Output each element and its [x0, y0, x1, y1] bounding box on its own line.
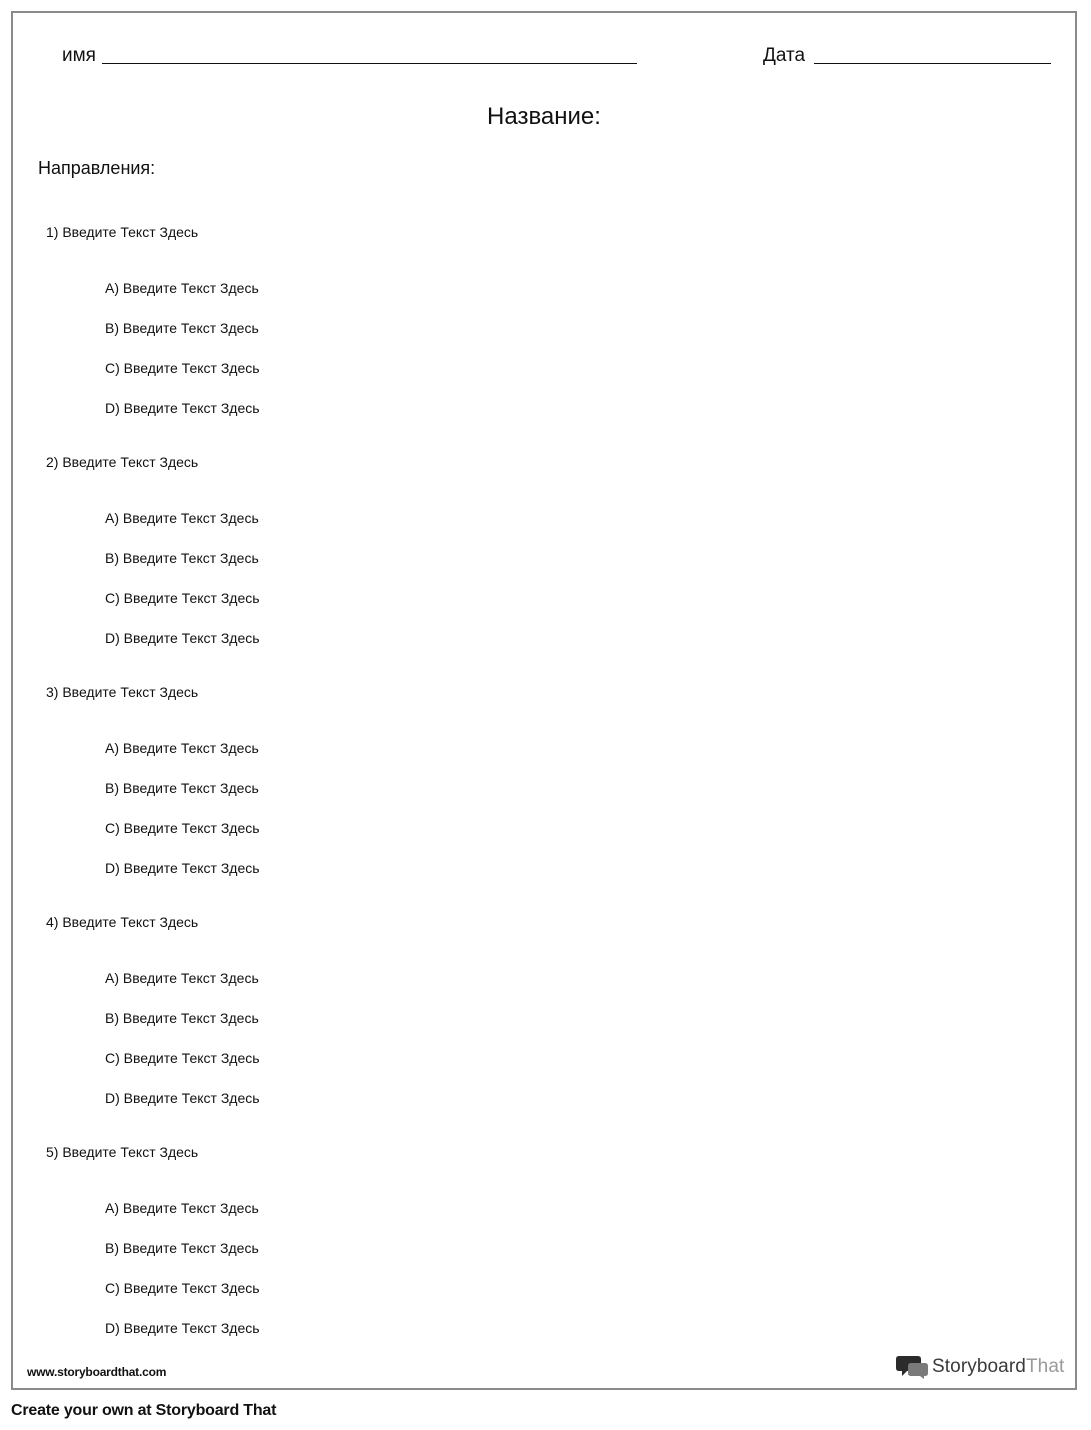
answer-option: A) Введите Текст Здесь	[105, 970, 259, 986]
question-label: 1) Введите Текст Здесь	[46, 224, 199, 240]
answer-option: D) Введите Текст Здесь	[105, 630, 260, 646]
answer-option: D) Введите Текст Здесь	[105, 1320, 260, 1336]
answer-option: A) Введите Текст Здесь	[105, 1200, 259, 1216]
question-label: 5) Введите Текст Здесь	[46, 1144, 199, 1160]
answer-option: C) Введите Текст Здесь	[105, 590, 260, 606]
worksheet-title: Название:	[487, 103, 601, 130]
answer-option: C) Введите Текст Здесь	[105, 1050, 260, 1066]
question-label: 3) Введите Текст Здесь	[46, 684, 199, 700]
answer-option: C) Введите Текст Здесь	[105, 1280, 260, 1296]
answer-option: C) Введите Текст Здесь	[105, 820, 260, 836]
answer-option: B) Введите Текст Здесь	[105, 320, 259, 336]
worksheet-page	[11, 11, 1077, 1390]
storyboardthat-logo	[896, 1354, 1064, 1380]
speech-bubbles-icon	[896, 1354, 928, 1380]
answer-option: D) Введите Текст Здесь	[105, 860, 260, 876]
date-line	[814, 63, 1051, 64]
answer-option: A) Введите Текст Здесь	[105, 280, 259, 296]
footer-url: www.storyboardthat.com	[27, 1365, 167, 1379]
directions-label: Направления:	[38, 158, 156, 178]
answer-option: D) Введите Текст Здесь	[105, 1090, 260, 1106]
answer-option: B) Введите Текст Здесь	[105, 1240, 259, 1256]
name-line	[102, 63, 637, 64]
question-label: 2) Введите Текст Здесь	[46, 454, 199, 470]
answer-option: B) Введите Текст Здесь	[105, 780, 259, 796]
date-label: Дата	[763, 45, 806, 66]
answer-option: D) Введите Текст Здесь	[105, 400, 260, 416]
logo-text-dark: Storyboard	[932, 1356, 1026, 1377]
create-your-own-caption: Create your own at Storyboard That	[11, 1402, 277, 1419]
answer-option: B) Введите Текст Здесь	[105, 550, 259, 566]
logo-wordmark	[932, 1356, 1064, 1378]
name-label: имя	[62, 45, 96, 66]
answer-option: A) Введите Текст Здесь	[105, 740, 259, 756]
question-label: 4) Введите Текст Здесь	[46, 914, 199, 930]
answer-option: B) Введите Текст Здесь	[105, 1010, 259, 1026]
logo-text-light: That	[1025, 1356, 1065, 1377]
answer-option: A) Введите Текст Здесь	[105, 510, 259, 526]
answer-option: C) Введите Текст Здесь	[105, 360, 260, 376]
